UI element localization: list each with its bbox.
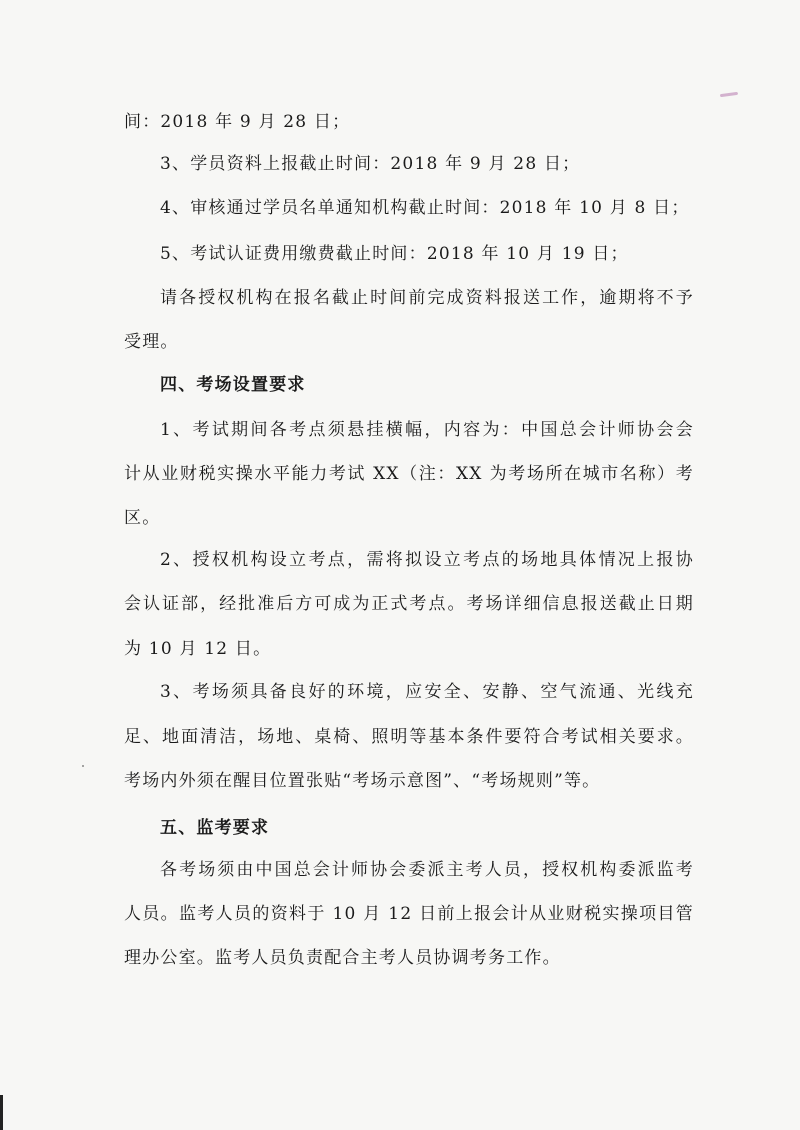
paragraph-line: 人员。监考人员的资料于 10 月 12 日前上报会计从业财税实操项目管 [124,904,694,924]
paragraph-line: 为 10 月 12 日。 [124,639,272,659]
paragraph-line: 会认证部，经批准后方可成为正式考点。考场详细信息报送截止日期 [124,594,694,614]
section-heading-4: 四、考场设置要求 [160,375,306,395]
paragraph-line: 理办公室。监考人员负责配合主考人员协调考务工作。 [124,948,561,968]
deadline-item-4: 4、审核通过学员名单通知机构截止时间：2018 年 10 月 8 日； [160,198,690,218]
paragraph-line: 2、授权机构设立考点，需将拟设立考点的场地具体情况上报协 [160,550,694,570]
deadline-item-5: 5、考试认证费用缴费截止时间：2018 年 10 月 19 日； [160,244,629,264]
deadline-item-3: 3、学员资料上报截止时间：2018 年 9 月 28 日； [160,154,581,174]
paragraph-line: 考场内外须在醒目位置张贴“考场示意图”、“考场规则”等。 [124,771,601,791]
paragraph-line: 各考场须由中国总会计师协会委派主考人员，授权机构委派监考 [160,860,694,880]
paragraph-line: 请各授权机构在报名截止时间前完成资料报送工作，逾期将不予 [160,288,694,308]
section-heading-5: 五、监考要求 [160,818,270,838]
paragraph-line: 足、地面清洁，场地、桌椅、照明等基本条件要符合考试相关要求。 [124,727,694,747]
scan-edge [0,1095,3,1130]
scan-mark [720,92,738,97]
paragraph-line: 1、考试期间各考点须悬挂横幅，内容为：中国总会计师协会会 [160,420,694,440]
paragraph-line: 区。 [124,508,161,528]
scan-dot [82,765,84,767]
paragraph-line: 计从业财税实操水平能力考试 XX（注：XX 为考场所在城市名称）考 [124,464,694,484]
paragraph-line: 受理。 [124,332,179,352]
paragraph-line: 3、考场须具备良好的环境，应安全、安静、空气流通、光线充 [160,682,694,702]
text-line: 间：2018 年 9 月 28 日； [124,112,351,132]
